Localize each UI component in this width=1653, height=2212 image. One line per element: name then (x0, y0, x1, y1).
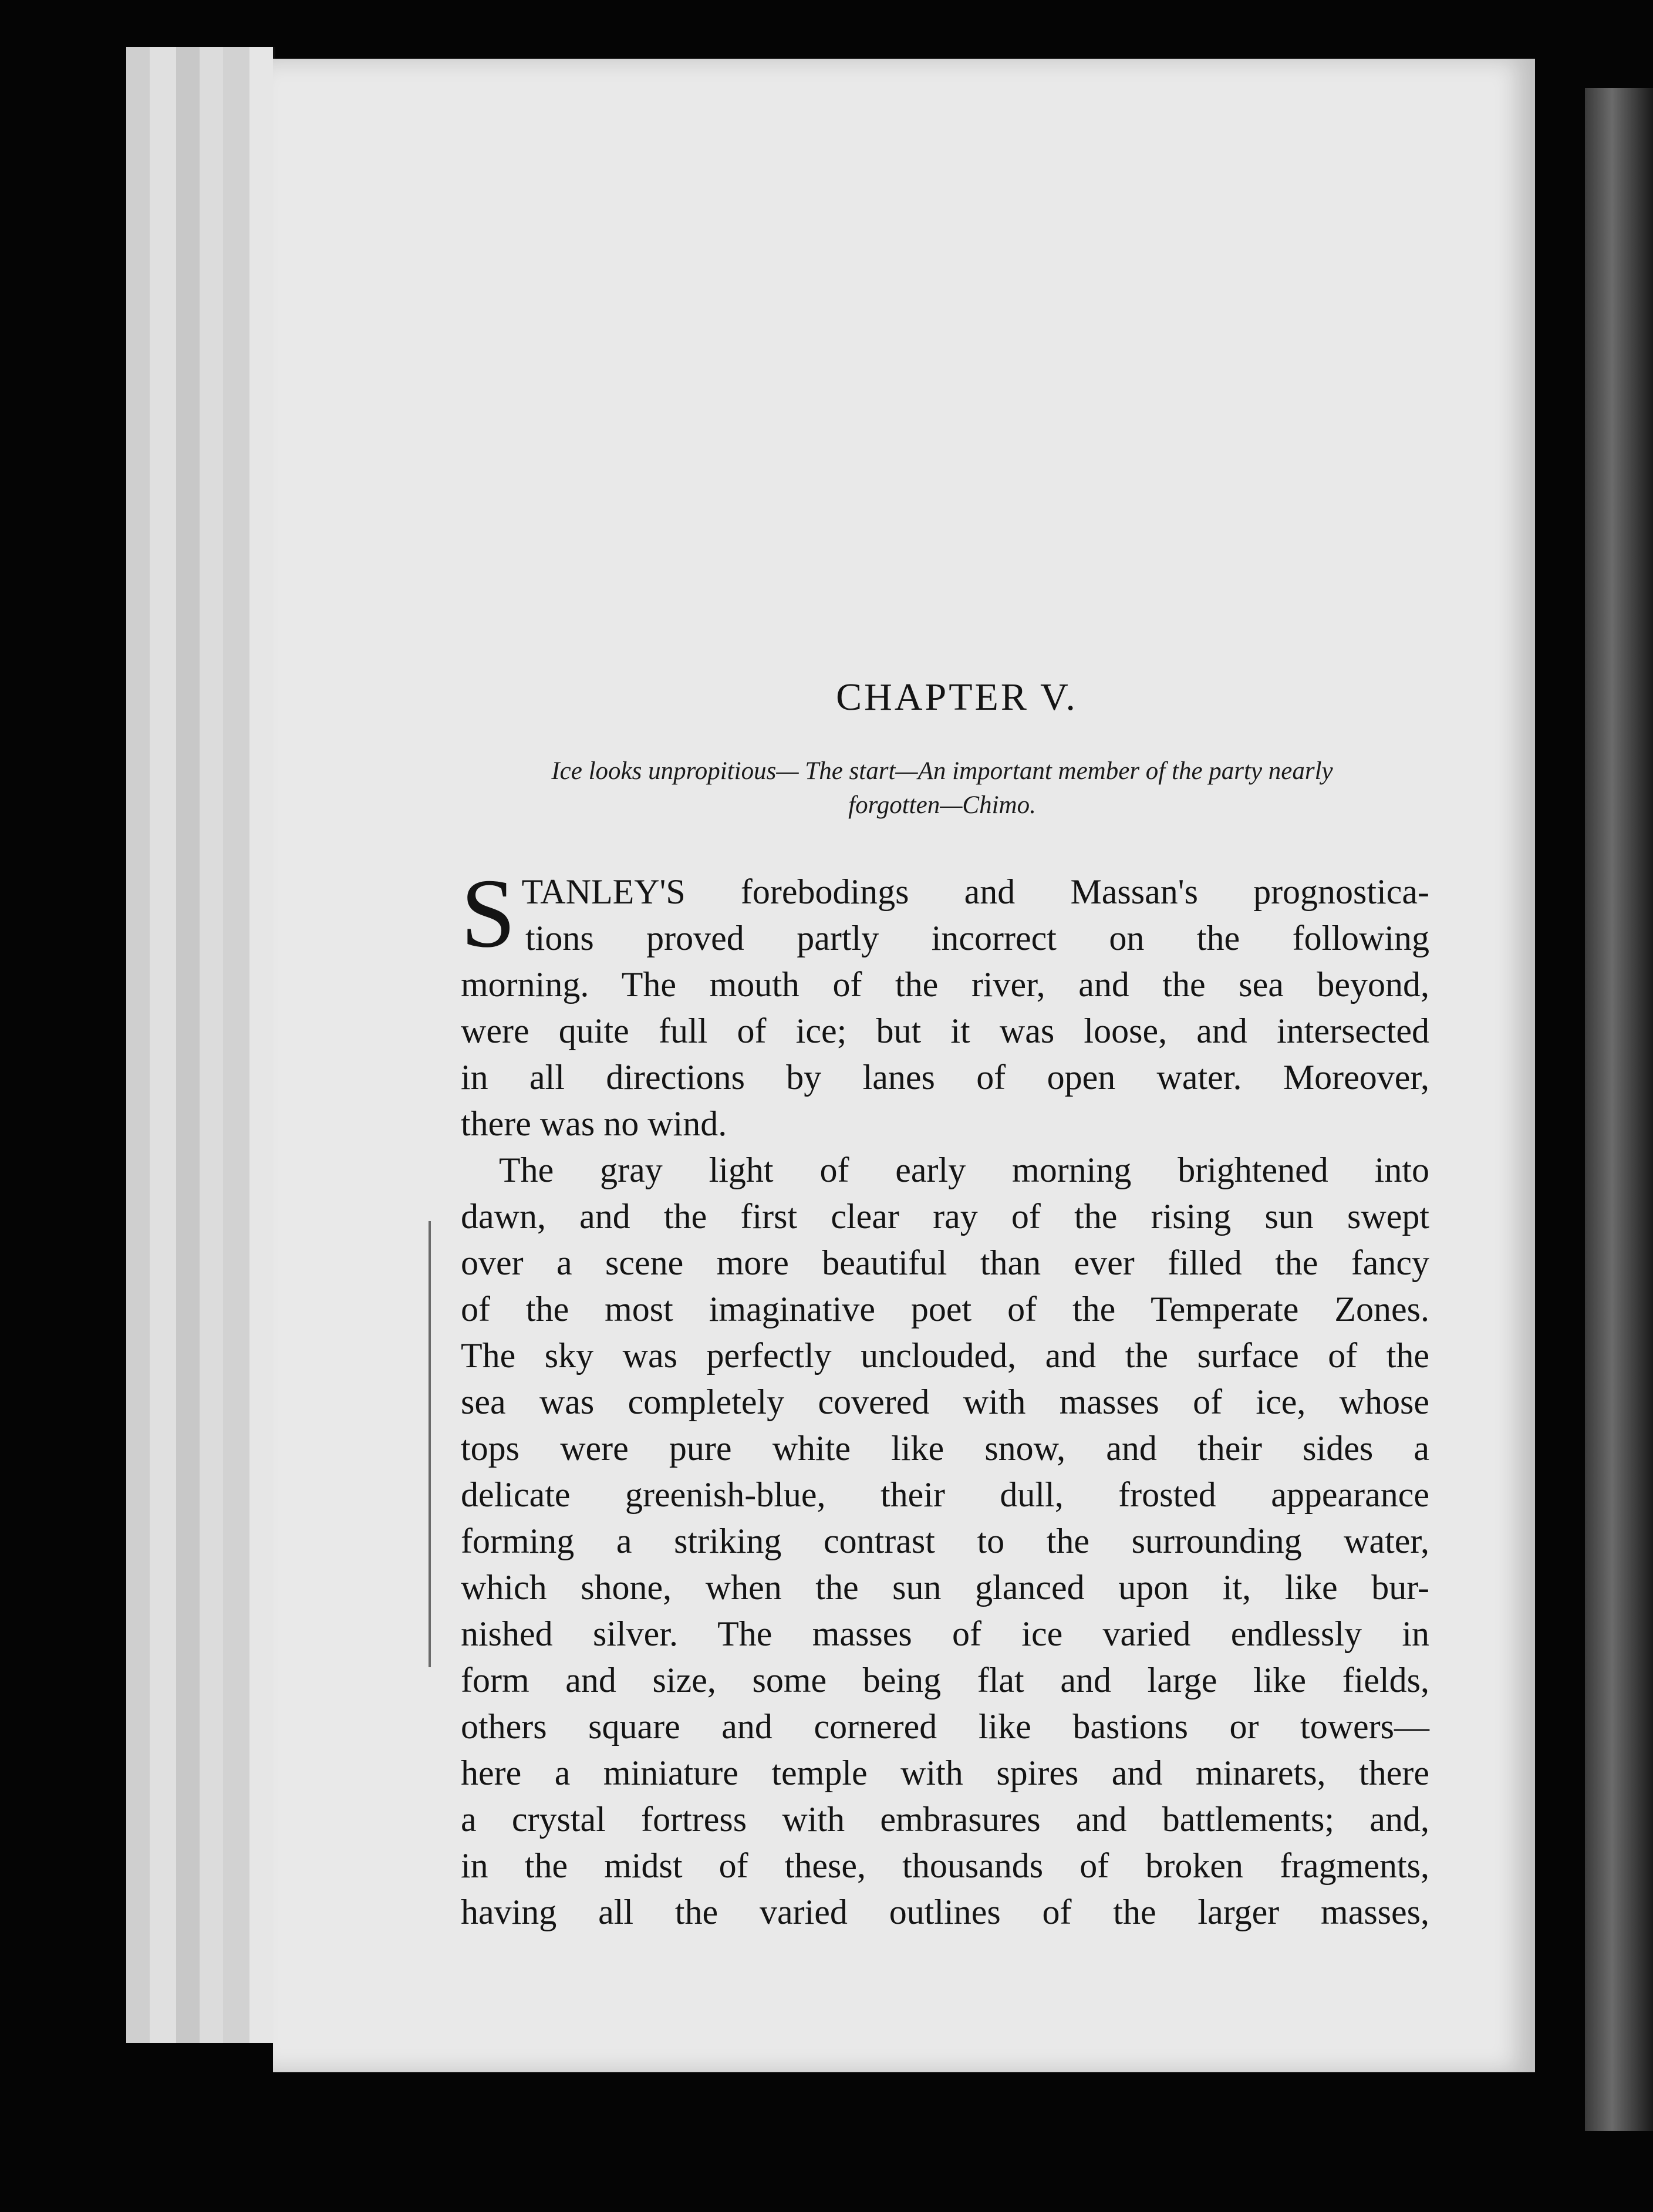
page-edge (150, 47, 178, 2043)
paragraph (461, 1147, 1429, 1936)
summary-line: forgotten—Chimo. (848, 791, 1036, 819)
drop-cap: S (461, 859, 516, 968)
chapter-text (461, 859, 1429, 1936)
chapter-summary (461, 754, 1423, 822)
page-edge (176, 47, 201, 2043)
text-line: form and size, some being flat and large like fields, (461, 1661, 1429, 1700)
text-line: of the most imaginative poet of the Temperate Zones. (461, 1290, 1429, 1328)
text-line: tions proved partly incorrect on the following (525, 919, 1429, 957)
chapter-heading: CHAPTER V. (836, 676, 1078, 719)
text-line: were quite full of ice; but it was loose, and intersected (461, 1011, 1429, 1050)
book-page (273, 59, 1535, 2072)
text-line: forming a striking contrast to the surrounding water, (461, 1522, 1429, 1560)
text-line: having all the varied outlines of the larger masses, (461, 1893, 1429, 1931)
pencil-margin-mark (429, 1221, 431, 1667)
text-line: dawn, and the first clear ray of the rising sun swept (461, 1197, 1429, 1236)
text-line: tops were pure white like snow, and their sides a (461, 1429, 1429, 1468)
text-line: a crystal fortress with embrasures and battlements; and, (461, 1800, 1429, 1839)
text-line: TANLEY'S forebodings and Massan's prognostica- (521, 872, 1429, 911)
page-edge (223, 47, 251, 2043)
text-line: morning. The mouth of the river, and the sea beyond, (461, 965, 1429, 1004)
page-edge (249, 47, 275, 2043)
text-line: there was no wind. (461, 1104, 727, 1143)
summary-line: Ice looks unpropitious— The start—An important member of the party nearly (551, 757, 1333, 785)
text-line: delicate greenish-blue, their dull, frosted appearance (461, 1475, 1429, 1514)
text-line: which shone, when the sun glanced upon it, like bur- (461, 1568, 1429, 1607)
page-edge (126, 47, 151, 2043)
facing-page-edge (1585, 88, 1653, 2131)
text-line: sea was completely covered with masses of ice, whose (461, 1382, 1429, 1421)
paragraph (461, 859, 1429, 1147)
text-line: The gray light of early morning brightened into (499, 1151, 1429, 1189)
text-line: The sky was perfectly unclouded, and the surface of the (461, 1336, 1429, 1375)
page-edge (200, 47, 225, 2043)
text-line: others square and cornered like bastions or towers— (461, 1707, 1429, 1746)
text-line: in the midst of these, thousands of broken fragments, (461, 1846, 1429, 1885)
text-line: here a miniature temple with spires and minarets, there (461, 1754, 1429, 1792)
text-line: in all directions by lanes of open water. Moreover, (461, 1058, 1429, 1097)
text-line: over a scene more beautiful than ever filled the fancy (461, 1243, 1429, 1282)
text-line: nished silver. The masses of ice varied endlessly in (461, 1614, 1429, 1653)
